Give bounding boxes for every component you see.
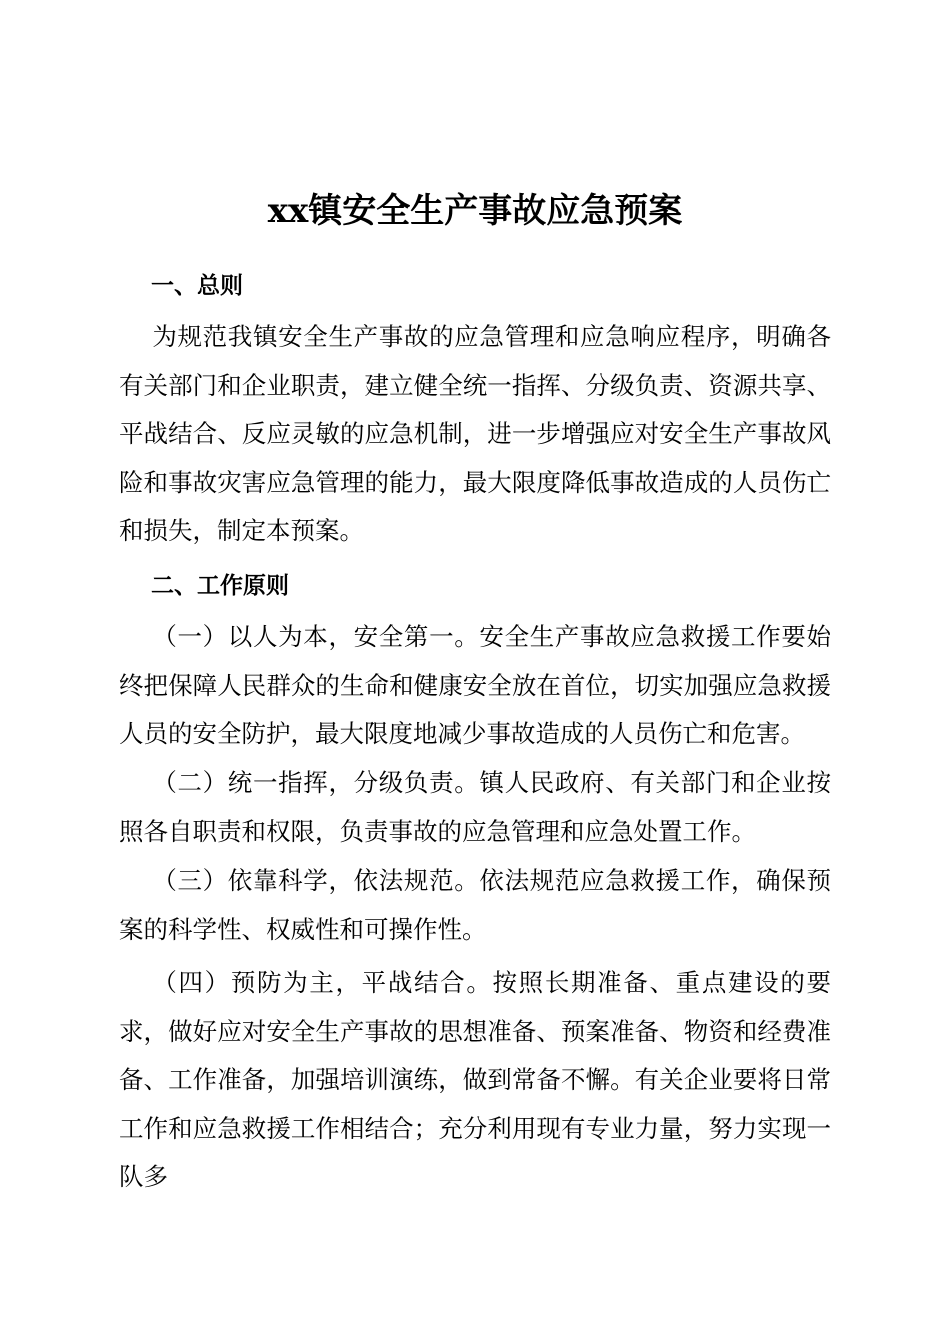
paragraph-principle-4: （四）预防为主，平战结合。按照长期准备、重点建设的要求，做好应对安全生产事故的思想准备、预案准备、物资和经费准备、工作准备，加强培训演练，做到常备不懈。有关企业要将日常工作和应急救援工作相结合；充分利用现有专业力量，努力实现一队多 [119, 968, 831, 1191]
section-heading-principles: 二、工作原则 [151, 573, 289, 599]
paragraph-principle-1: （一）以人为本，安全第一。安全生产事故应急救援工作要始终把保障人民群众的生命和健康安全放在首位，切实加强应急救援人员的安全防护，最大限度地减少事故造成的人员伤亡和危害。 [119, 622, 831, 748]
paragraph-principle-2: （二）统一指挥，分级负责。镇人民政府、有关部门和企业按照各自职责和权限，负责事故的应急管理和应急处置工作。 [119, 768, 831, 846]
paragraph-principle-3: （三）依靠科学，依法规范。依法规范应急救援工作，确保预案的科学性、权威性和可操作性。 [119, 866, 831, 944]
document-title: xx镇安全生产事故应急预案 [267, 191, 683, 231]
paragraph-general-purpose: 为规范我镇安全生产事故的应急管理和应急响应程序，明确各有关部门和企业职责，建立健全统一指挥、分级负责、资源共享、平战结合、反应灵敏的应急机制，进一步增强应对安全生产事故风险和事故灾害应急管理的能力，最大限度降低事故造成的人员伤亡和损失，制定本预案。 [119, 322, 831, 545]
section-heading-general: 一、总则 [151, 273, 243, 299]
